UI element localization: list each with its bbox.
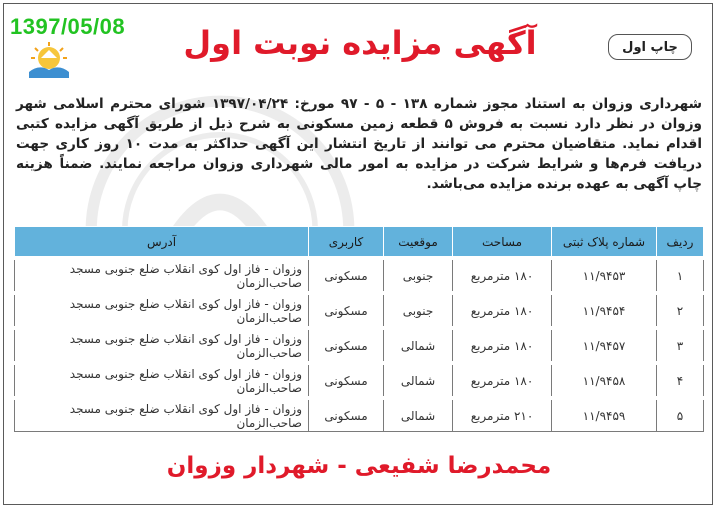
cell-address: وزوان - فاز اول کوی انقلاب ضلع جنوبی مسجد صاحب‌الزمان xyxy=(15,398,309,432)
cell-usage: مسکونی xyxy=(309,293,384,328)
table-row xyxy=(15,398,704,432)
cell-plate-number: ۱۱/۹۴۵۳ xyxy=(552,258,657,293)
header-plate-number: شماره پلاک ثبتی xyxy=(552,227,657,259)
header-row-number: ردیف xyxy=(657,227,704,259)
cell-area: ۱۸۰ مترمربع xyxy=(453,363,552,398)
header-address: آدرس xyxy=(15,227,309,259)
table-row xyxy=(15,293,704,328)
cell-row-number: ۴ xyxy=(657,363,704,398)
cell-address: وزوان - فاز اول کوی انقلاب ضلع جنوبی مسجد صاحب‌الزمان xyxy=(15,363,309,398)
table-row xyxy=(15,258,704,293)
cell-usage: مسکونی xyxy=(309,363,384,398)
header-usage: کاربری xyxy=(309,227,384,259)
table-header-row xyxy=(15,227,704,259)
cell-location: جنوبی xyxy=(384,258,453,293)
cell-plate-number: ۱۱/۹۴۵۹ xyxy=(552,398,657,432)
cell-address: وزوان - فاز اول کوی انقلاب ضلع جنوبی مسجد صاحب‌الزمان xyxy=(15,258,309,293)
header-location: موقعیت xyxy=(384,227,453,259)
announcement-text: شهرداری وزوان به استناد مجوز شماره ۱۳۸ - ۵ - ۹۷ مورخ: ۱۳۹۷/۰۴/۲۴ شورای محترم اسلامی شهر وزوان در نظر دارد نسبت به فروش ۵ قطعه زمین مسکونی به شرح ذیل از طریق آگهی مزایده کتبی اقدام نماید. متقاضیان محترم می توانند از تاریخ انتشار این آگهی حداکثر به مدت ۱۰ روز کاری جهت دریافت فرم‌ها و شرایط شرکت در مزایده به امور مالی شهرداری وزوان مراجعه نمایند. ضمناً هزینه چاپ آگهی به عهده برنده مزایده می‌باشد. xyxy=(16,96,702,192)
cell-plate-number: ۱۱/۹۴۵۸ xyxy=(552,363,657,398)
cell-plate-number: ۱۱/۹۴۵۷ xyxy=(552,328,657,363)
cell-location: جنوبی xyxy=(384,293,453,328)
cell-address: وزوان - فاز اول کوی انقلاب ضلع جنوبی مسجد صاحب‌الزمان xyxy=(15,328,309,363)
cell-area: ۱۸۰ مترمربع xyxy=(453,258,552,293)
cell-area: ۱۸۰ مترمربع xyxy=(453,328,552,363)
cell-row-number: ۵ xyxy=(657,398,704,432)
cell-row-number: ۲ xyxy=(657,293,704,328)
cell-usage: مسکونی xyxy=(309,258,384,293)
cell-row-number: ۱ xyxy=(657,258,704,293)
cell-plate-number: ۱۱/۹۴۵۴ xyxy=(552,293,657,328)
table-row xyxy=(15,363,704,398)
cell-area: ۱۸۰ مترمربع xyxy=(453,293,552,328)
lots-table xyxy=(14,226,704,432)
cell-location: شمالی xyxy=(384,363,453,398)
cell-row-number: ۳ xyxy=(657,328,704,363)
header-area: مساحت xyxy=(453,227,552,259)
cell-location: شمالی xyxy=(384,398,453,432)
cell-area: ۲۱۰ مترمربع xyxy=(453,398,552,432)
publish-date: 1397/05/08 xyxy=(10,14,126,39)
page-title: آگهی مزایده نوبت اول xyxy=(183,24,537,62)
print-badge: چاپ اول xyxy=(608,34,692,60)
table-row xyxy=(15,328,704,363)
cell-usage: مسکونی xyxy=(309,398,384,432)
cell-usage: مسکونی xyxy=(309,328,384,363)
signature-line: محمدرضا شفیعی - شهردار وزوان xyxy=(166,453,552,479)
cell-location: شمالی xyxy=(384,328,453,363)
cell-address: وزوان - فاز اول کوی انقلاب ضلع جنوبی مسجد صاحب‌الزمان xyxy=(15,293,309,328)
municipality-logo-icon xyxy=(14,40,84,84)
